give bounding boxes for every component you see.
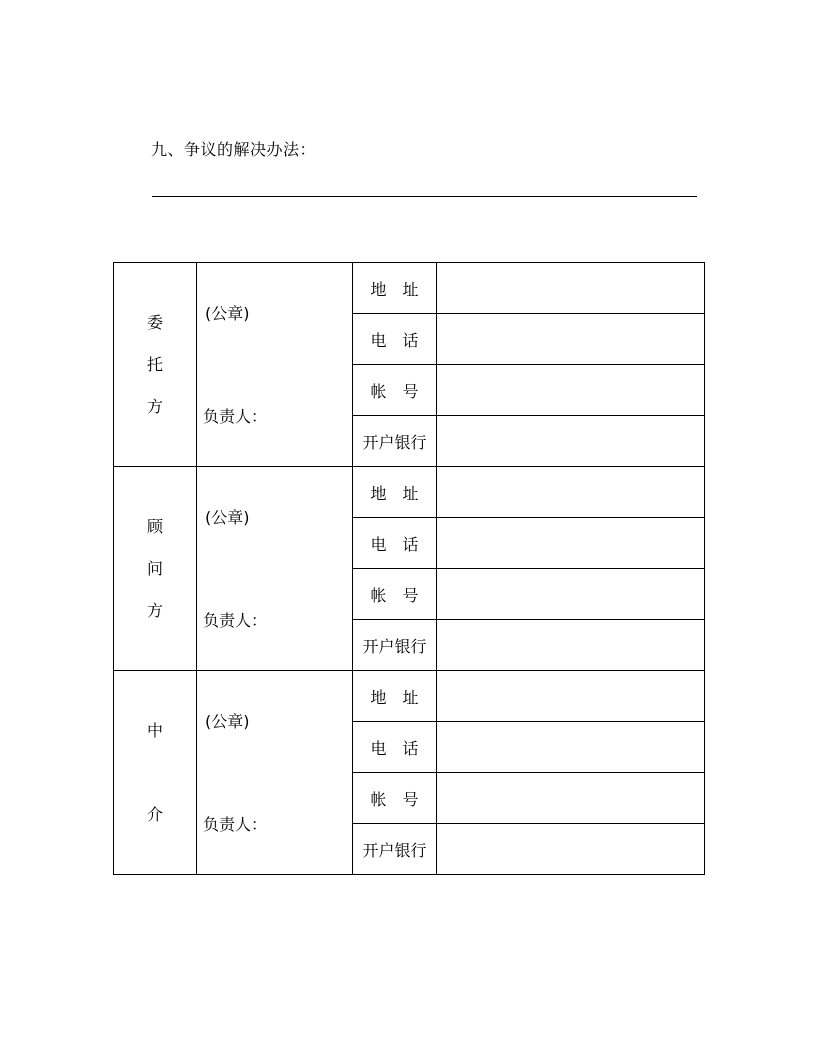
account-field[interactable]	[437, 773, 705, 824]
phone-field[interactable]	[437, 722, 705, 773]
answer-blank-line[interactable]	[152, 196, 697, 197]
bank-label: 开户银行	[353, 824, 437, 875]
phone-label: 电 话	[353, 314, 437, 365]
party-char: 介	[146, 804, 163, 824]
bank-label: 开户银行	[353, 416, 437, 467]
seal-label: (公章)	[205, 712, 250, 731]
account-label: 帐 号	[353, 365, 437, 416]
address-label: 地 址	[353, 671, 437, 722]
phone-field[interactable]	[437, 518, 705, 569]
representative-label: 负责人：	[203, 815, 268, 834]
seal-area-consultant[interactable]	[197, 467, 353, 671]
phone-label: 电 话	[353, 518, 437, 569]
account-label: 帐 号	[353, 569, 437, 620]
party-char: 方	[146, 600, 163, 620]
seal-label: (公章)	[205, 304, 250, 323]
section-heading: 九、争议的解决办法：	[151, 140, 317, 159]
bank-field[interactable]	[437, 824, 705, 875]
seal-area-intermediary[interactable]	[197, 671, 353, 875]
address-field[interactable]	[437, 467, 705, 518]
party-name-consultant	[114, 467, 197, 671]
account-field[interactable]	[437, 365, 705, 416]
address-label: 地 址	[353, 467, 437, 518]
phone-label: 电 话	[353, 722, 437, 773]
signature-table	[113, 262, 705, 875]
party-char-spacer	[114, 752, 196, 794]
party-char: 问	[146, 558, 163, 578]
party-char: 委	[146, 312, 163, 332]
address-field[interactable]	[437, 263, 705, 314]
bank-field[interactable]	[437, 620, 705, 671]
account-field[interactable]	[437, 569, 705, 620]
party-char: 方	[146, 396, 163, 416]
party-char: 顾	[146, 516, 163, 536]
bank-field[interactable]	[437, 416, 705, 467]
party-char: 中	[146, 720, 163, 740]
address-field[interactable]	[437, 671, 705, 722]
party-name-client	[114, 263, 197, 467]
phone-field[interactable]	[437, 314, 705, 365]
seal-area-client[interactable]	[197, 263, 353, 467]
seal-label: (公章)	[205, 508, 250, 527]
representative-label: 负责人：	[203, 611, 268, 630]
representative-label: 负责人：	[203, 407, 268, 426]
party-name-intermediary	[114, 671, 197, 875]
address-label: 地 址	[353, 263, 437, 314]
party-char: 托	[146, 354, 163, 374]
bank-label: 开户银行	[353, 620, 437, 671]
account-label: 帐 号	[353, 773, 437, 824]
